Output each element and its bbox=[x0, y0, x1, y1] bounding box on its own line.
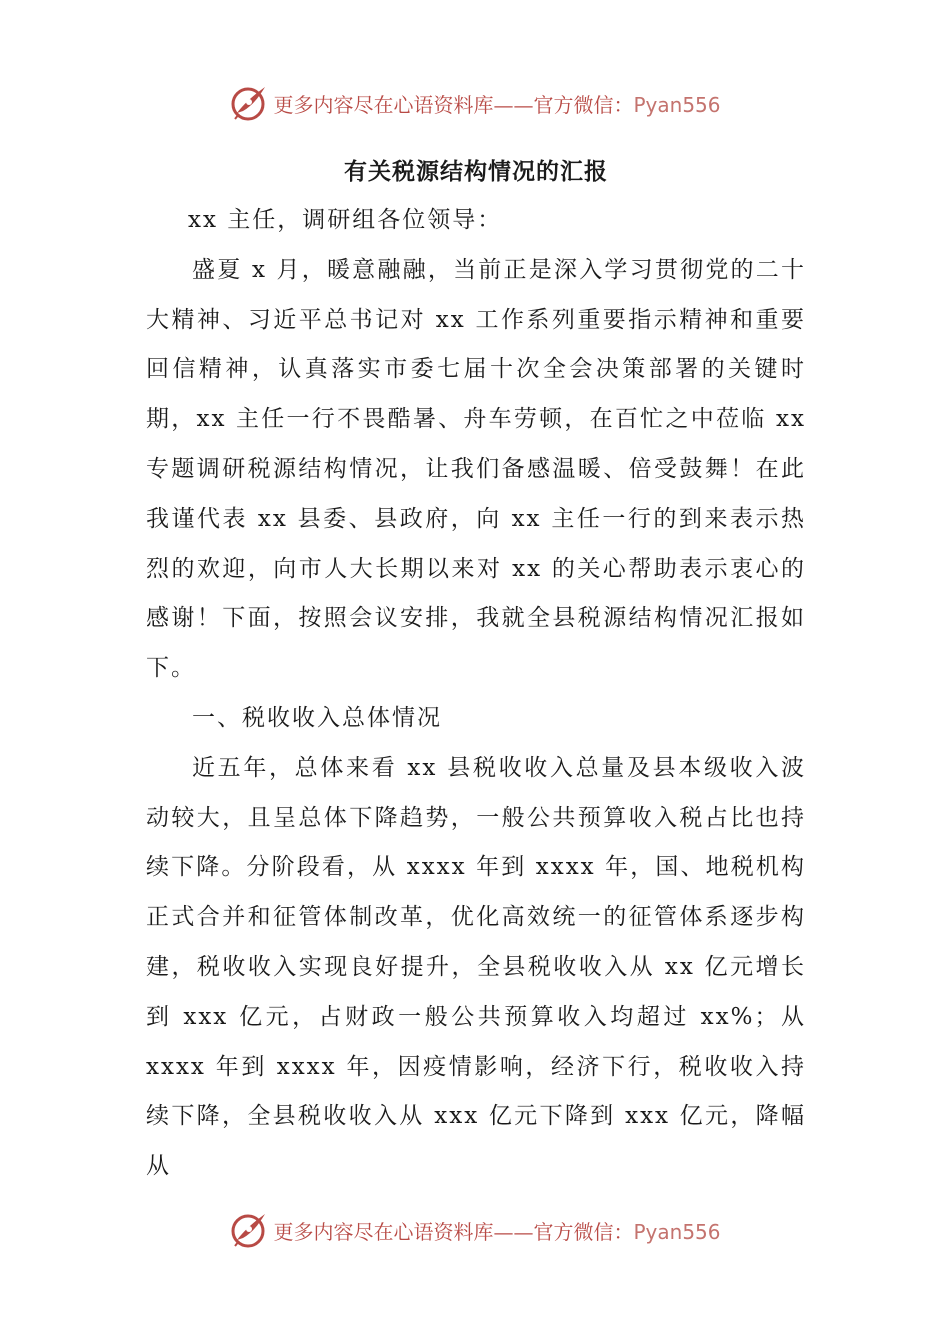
footer-banner bbox=[0, 1210, 950, 1250]
salutation: xx 主任，调研组各位领导： bbox=[188, 207, 503, 233]
wechat-id: Pyan556 bbox=[633, 92, 721, 117]
banner-text: 更多内容尽在心语资料库——官方微信：Pyan556 bbox=[273, 92, 721, 117]
paragraph-intro: 盛夏 x 月，暖意融融，当前正是深入学习贯彻党的二十大精神、习近平总书记对 xx 工作系列重要指示精神和重要回信精神，认真落实市委七届十次全会决策部署的关键时期，xx 主任一行不畏酷暑、舟车劳顿，在百忙之中莅临 xx 专题调研税源结构情况，让我们备感温暖、倍受鼓舞！在此我谨代表 xx 县委、县政府，向 xx 主任一行的到来表示热烈的欢迎，向市人大长期以来对 xx 的关心帮助表示衷心的感谢！下面，按照会议安排，我就全县税源结构情况汇报如下。 bbox=[146, 256, 806, 682]
section-heading: 一、税收收入总体情况 bbox=[192, 704, 442, 731]
wechat-id: Pyan556 bbox=[633, 1219, 721, 1244]
banner-text: 更多内容尽在心语资料库——官方微信：Pyan556 bbox=[273, 1219, 721, 1244]
quill-logo-icon bbox=[229, 83, 269, 123]
document-title: 有关税源结构情况的汇报 bbox=[344, 158, 608, 185]
quill-logo-icon bbox=[229, 1210, 269, 1250]
header-banner bbox=[0, 83, 950, 123]
paragraph-tax-overview: 近五年，总体来看 xx 县税收收入总量及县本级收入波动较大，且呈总体下降趋势，一般公共预算收入税占比也持续下降。分阶段看，从 xxxx 年到 xxxx 年，国、地税机构正式合并和征管体制改革，优化高效统一的征管体系逐步构建，税收收入实现良好提升，全县税收收入从 xx 亿元增长到 xxx 亿元，占财政一般公共预算收入均超过 xx%；从 xxxx 年到 xxxx 年，因疫情影响，经济下行，税收收入持续下降，全县税收收入从 xxx 亿元下降到 xxx 亿元，降幅从 bbox=[146, 754, 806, 1180]
document-body bbox=[146, 150, 806, 1192]
